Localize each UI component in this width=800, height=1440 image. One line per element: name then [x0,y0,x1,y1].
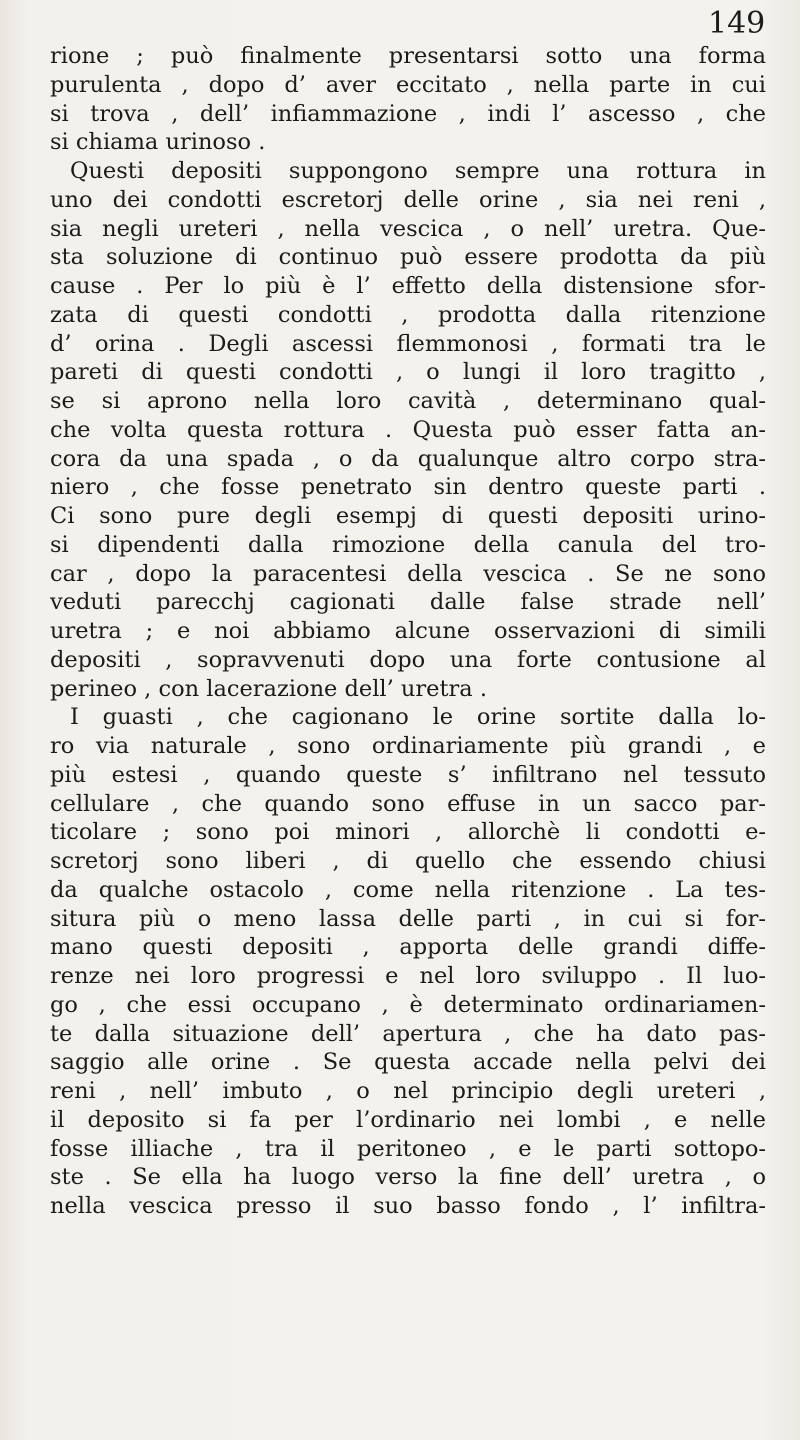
text-line: da qualche ostacolo , come nella ritenzione . La tes- [50,876,766,903]
text-line: perineo , con lacerazione dell’ uretra . [50,675,488,702]
text-line: si chiama urinoso . [50,129,266,156]
text-line: fosse illiache , tra il peritoneo , e le parti sottopo- [50,1135,766,1162]
text-line: ste . Se ella ha luogo verso la fine dell’ uretra , o [50,1164,766,1191]
text-line: zata di questi condotti , prodotta dalla ritenzione [50,301,766,328]
text-line: che volta questa rottura . Questa può esser fatta an- [50,416,766,443]
text-line: reni , nell’ imbuto , o nel principio degli ureteri , [50,1078,766,1104]
text-line: ro via naturale , sono ordinariamente più grandi , e [50,733,766,759]
text-line: go , che essi occupano , è determinato ordinariamen- [50,991,766,1018]
text-line: sia negli ureteri , nella vescica , o nell’ uretra. Que- [50,215,766,242]
text-line: scretorj sono liberi , di quello che essendo chiusi [50,848,766,874]
text-line: saggio alle orine . Se questa accade nella pelvi dei [50,1049,766,1076]
text-line: cora da una spada , o da qualunque altro corpo stra- [50,445,766,472]
text-line: purulenta , dopo d’ aver eccitato , nella parte in cui [50,71,766,98]
page-number: 149 [708,6,766,41]
text-line: depositi , sopravvenuti dopo una forte contusione al [50,646,766,673]
text-line: pareti di questi condotti , o lungi il loro tragitto , [50,359,766,386]
text-line: nella vescica presso il suo basso fondo , l’ infiltra- [50,1193,766,1219]
text-line: veduti parecchj cagionati dalle false strade nell’ [50,589,766,616]
text-line: d’ orina . Degli ascessi flemmonosi , formati tra le [50,330,766,357]
text-line: cellulare , che quando sono effuse in un sacco par- [50,790,766,817]
text-line: situra più o meno lassa delle parti , in cui si for- [50,905,766,932]
text-line: ticolare ; sono poi minori , allorchè li condotti e- [50,819,766,846]
text-line: più estesi , quando queste s’ infiltrano nel tessuto [50,761,766,788]
text-line: car , dopo la paracentesi della vescica . Se ne sono [50,560,766,587]
text-line: Ci sono pure degli esempj di questi depositi urino- [50,503,766,529]
text-line: si dipendenti dalla rimozione della canula del tro- [50,531,766,558]
text-line: cause . Per lo più è l’ effetto della distensione sfor- [50,273,766,299]
text-line: uretra ; e noi abbiamo alcune osservazioni di simili [50,618,766,644]
text-line: niero , che fosse penetrato sin dentro queste parti . [50,474,766,501]
text-line: si trova , dell’ infiammazione , indi l’ ascesso , che [50,100,766,127]
text-line: te dalla situazione dell’ apertura , che ha dato pas- [50,1020,766,1047]
text-line: mano questi depositi , apporta delle grandi diffe- [50,934,766,961]
body-text [50,42,766,1221]
text-line: il deposito si fa per l’ordinario nei lombi , e nelle [50,1106,766,1133]
text-line: uno dei condotti escretorj delle orine , sia nei reni , [50,186,766,213]
text-line: Questi depositi suppongono sempre una rottura in [70,158,766,184]
text-line: renze nei loro progressi e nel loro sviluppo . Il luo- [50,963,766,989]
text-line: I guasti , che cagionano le orine sortite dalla lo- [70,704,766,731]
text-line: se si aprono nella loro cavità , determinano qual- [50,388,766,414]
text-line: sta soluzione di continuo può essere prodotta da più [50,244,766,271]
text-line: rione ; può finalmente presentarsi sotto una forma [50,43,766,69]
